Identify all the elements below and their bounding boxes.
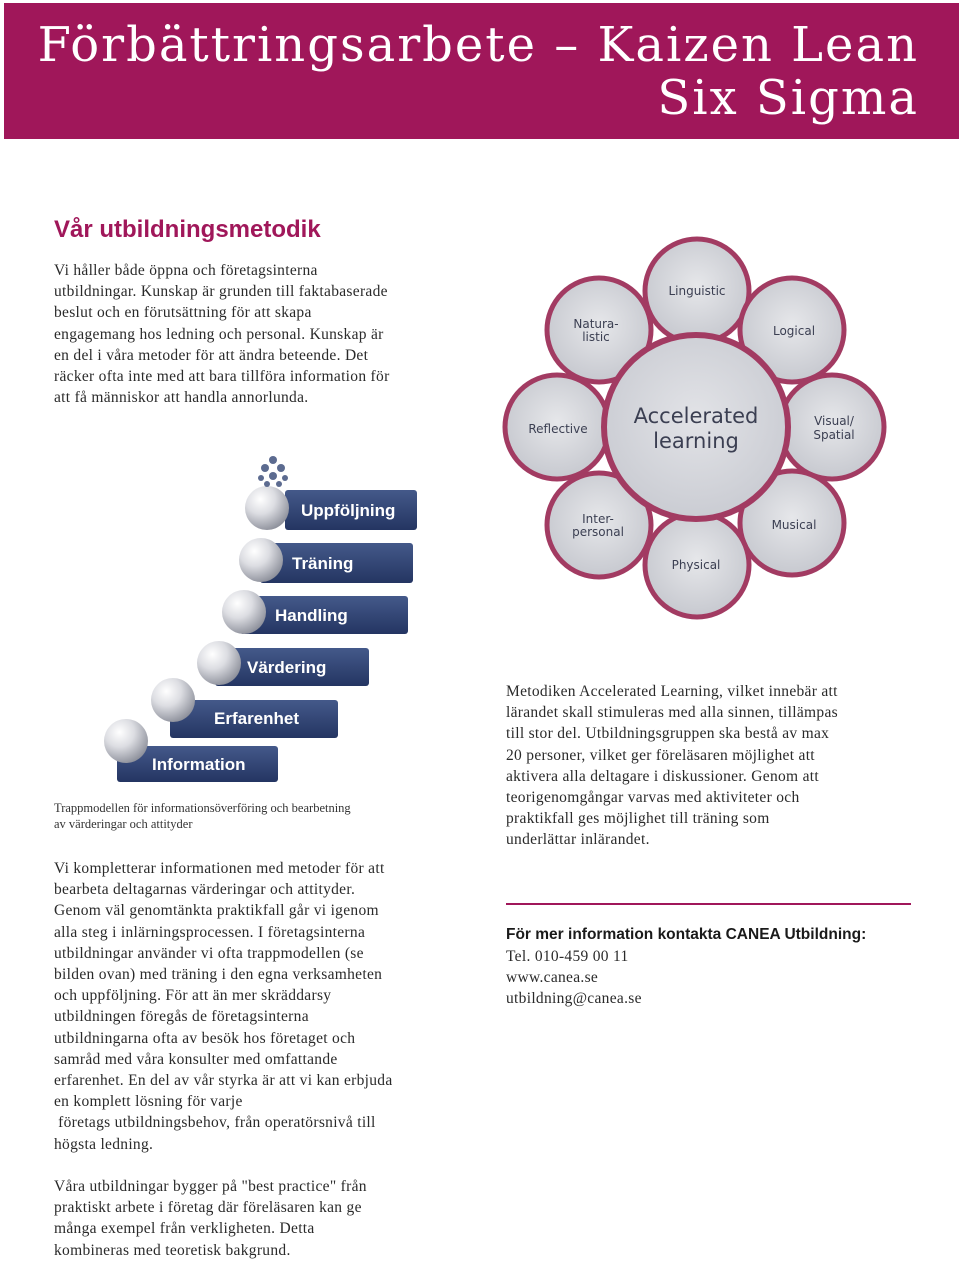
step-ball bbox=[239, 538, 283, 582]
complement-line: företags utbildningsbehov, från operatörsnivå till bbox=[54, 1114, 376, 1132]
petal-label: Musical bbox=[771, 518, 817, 532]
contact-website-link[interactable]: www.canea.se bbox=[506, 969, 599, 987]
practice-paragraph bbox=[54, 1176, 454, 1261]
complement-line: erfarenhet. En del av vår styrka är att vi kan erbjuda bbox=[54, 1072, 393, 1090]
petal-label: Logical bbox=[772, 324, 816, 338]
contact-divider bbox=[506, 903, 911, 905]
intro-paragraph bbox=[54, 260, 454, 408]
complement-line: alla steg i inlärningsprocessen. I företagsinterna bbox=[54, 923, 366, 941]
intro-line: beslut och en förutsättning för att skapa bbox=[54, 304, 312, 322]
petal-label: Physical bbox=[671, 558, 721, 572]
petal-label: listic bbox=[582, 330, 610, 344]
method-line: lärandet skall stimuleras med alla sinnen, tillämpas bbox=[506, 704, 838, 722]
staircase-caption bbox=[54, 800, 454, 832]
petal-label: Spatial bbox=[813, 428, 855, 442]
complement-paragraph bbox=[54, 858, 454, 1155]
complement-line: Genom väl genomtänkta praktikfall går vi igenom bbox=[54, 902, 379, 920]
step-label: Uppföljning bbox=[301, 501, 396, 520]
practice-line: många exempel från verkligheten. Detta bbox=[54, 1220, 315, 1238]
intro-line: att få människor att handla annorlunda. bbox=[54, 389, 309, 407]
step-ball bbox=[245, 486, 289, 530]
petal-label: personal bbox=[572, 525, 624, 539]
practice-line: kombineras med teoretisk bakgrund. bbox=[54, 1241, 291, 1259]
step-label: Värdering bbox=[247, 658, 327, 677]
intro-line: Vi håller både öppna och företagsinterna bbox=[54, 262, 318, 279]
method-line: till stor del. Utbildningsgruppen ska bestå av max bbox=[506, 725, 830, 743]
step-ball bbox=[151, 678, 195, 722]
petal-label: Inter- bbox=[582, 512, 614, 526]
header-banner bbox=[4, 3, 959, 139]
petal-label: Natura- bbox=[573, 317, 619, 331]
method-line: 20 personer, vilket ger föreläsaren möjlighet att bbox=[506, 746, 815, 764]
complement-line: samråd med våra konsulter med omfattande bbox=[54, 1050, 338, 1068]
intro-line: utbildningar. Kunskap är grunden till faktabaserade bbox=[54, 283, 388, 301]
caption-line: av värderingar och attityder bbox=[54, 817, 193, 831]
method-line: aktivera alla deltagare i diskussioner. Genom att bbox=[506, 767, 819, 785]
method-paragraph bbox=[506, 681, 916, 851]
complement-line: och uppföljning. För att än mer skräddarsy bbox=[54, 987, 332, 1005]
step-label: Träning bbox=[292, 554, 354, 573]
intro-line: räcker ofta inte med att bara tillföra information för bbox=[54, 368, 390, 386]
complement-line: utbildningarna ofta av besök hos företaget och bbox=[54, 1029, 356, 1047]
contact-email-link[interactable]: utbildning@canea.se bbox=[506, 990, 642, 1008]
center-label: Accelerated bbox=[633, 404, 759, 428]
center-label: learning bbox=[653, 429, 739, 453]
top-dots-icon bbox=[258, 456, 288, 487]
complement-line: utbildningar använder vi ofta trappmodellen (se bbox=[54, 944, 364, 962]
section-heading: Vår utbildningsmetodik bbox=[54, 216, 321, 243]
complement-line: bearbeta deltagarnas värderingar och attityder. bbox=[54, 881, 356, 899]
page-title bbox=[38, 19, 919, 125]
step-ball bbox=[197, 641, 241, 685]
step-label: Handling bbox=[275, 606, 348, 625]
staircase-diagram bbox=[95, 450, 430, 790]
petal-label: Visual/ bbox=[814, 414, 854, 428]
page-title-line-1: Förbättringsarbete – Kaizen Lean bbox=[37, 17, 919, 73]
complement-line: utbildningen föregås de företagsinterna bbox=[54, 1008, 309, 1026]
method-line: underlättar inlärandet. bbox=[506, 831, 650, 849]
accelerated-learning-diagram bbox=[500, 235, 900, 625]
method-line: Metodiken Accelerated Learning, vilket innebär att bbox=[506, 683, 838, 700]
complement-line: bilden ovan) med träning i den egna verksamheten bbox=[54, 966, 383, 984]
step-ball bbox=[222, 590, 266, 634]
step-label: Erfarenhet bbox=[214, 709, 300, 728]
complement-line: högsta ledning. bbox=[54, 1135, 154, 1153]
contact-heading: För mer information kontakta CANEA Utbildning: bbox=[506, 926, 867, 943]
practice-line: praktiskt arbete i företag där föreläsaren kan ge bbox=[54, 1199, 362, 1217]
petal-label: Linguistic bbox=[668, 284, 726, 298]
page-title-line-2: Six Sigma bbox=[657, 70, 919, 126]
step-ball bbox=[104, 719, 148, 763]
petal-label: Reflective bbox=[528, 422, 588, 436]
intro-line: en del i våra metoder för att ändra beteende. Det bbox=[54, 346, 369, 364]
contact-phone[interactable]: Tel. 010-459 00 11 bbox=[506, 948, 629, 965]
caption-line: Trappmodellen för informationsöverföring och bearbetning bbox=[54, 801, 351, 815]
method-line: teorigenomgångar varvas med aktiviteter och bbox=[506, 789, 800, 807]
intro-line: engagemang hos ledning och personal. Kunskap är bbox=[54, 325, 384, 343]
complement-line: en komplett lösning för varje bbox=[54, 1093, 243, 1111]
contact-details bbox=[506, 946, 906, 1010]
complement-line: Vi kompletterar informationen med metoder för att bbox=[54, 860, 385, 877]
method-line: praktikfall ges möjlighet till träning som bbox=[506, 810, 770, 828]
step-label: Information bbox=[152, 755, 246, 774]
practice-line: Våra utbildningar bygger på "best practice" från bbox=[54, 1178, 367, 1195]
